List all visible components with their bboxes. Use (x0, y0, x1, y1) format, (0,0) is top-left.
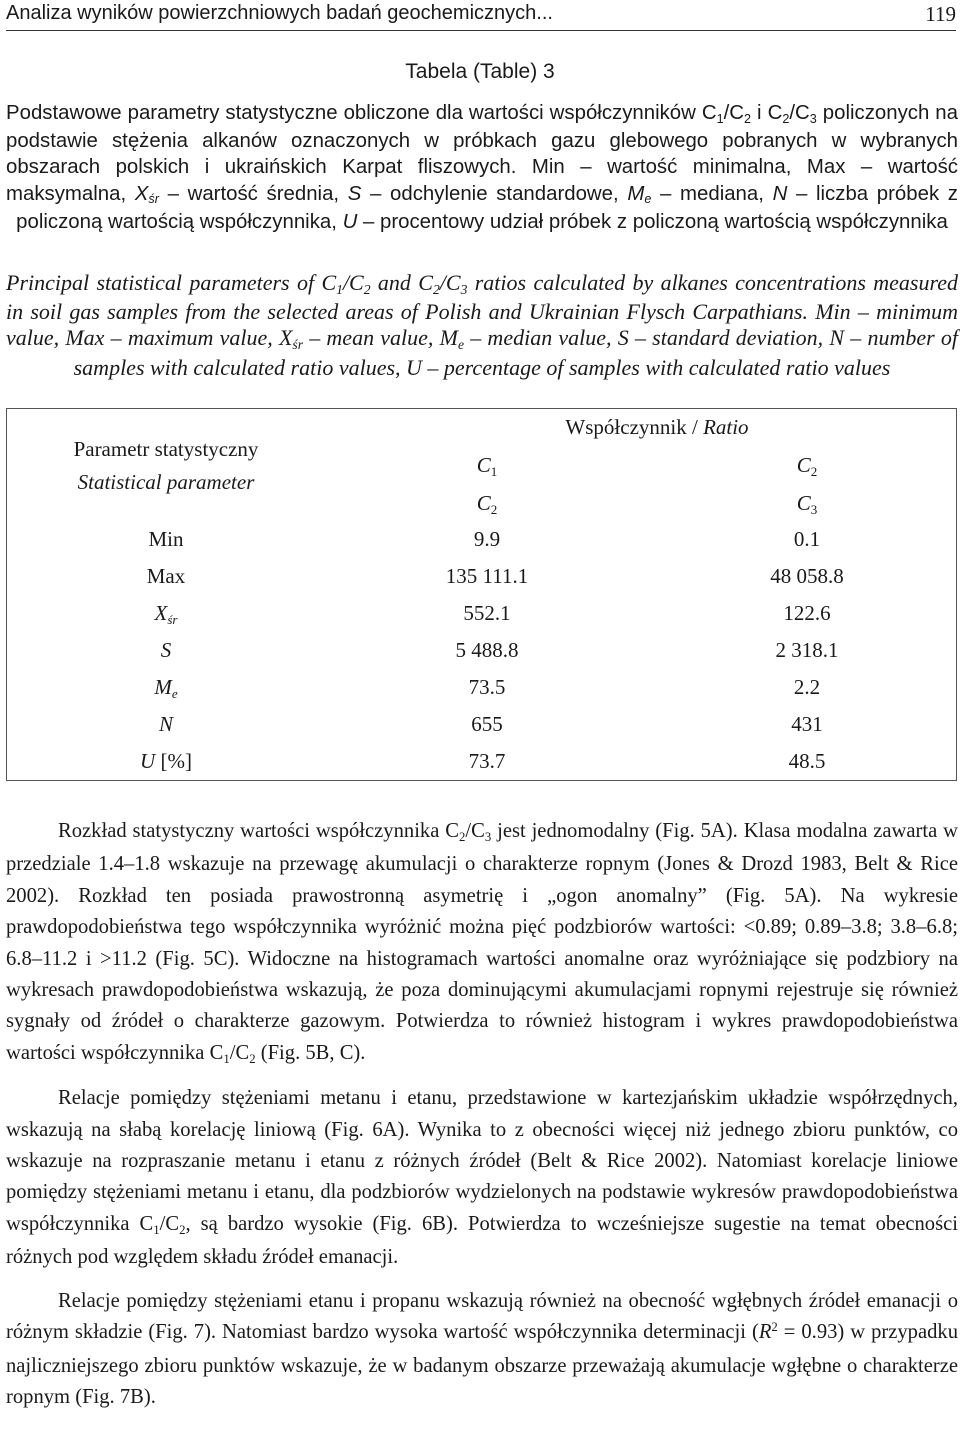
param-cell: N (158, 712, 173, 736)
ratio-c1-c2-header: $C_1$ $C_2$ (476, 453, 498, 517)
table-row (7, 558, 956, 594)
c2c3-cell: 0.1 (793, 527, 821, 551)
c1c2-cell: 135 111.1 (445, 564, 529, 588)
param-cell: Min (148, 527, 184, 551)
c1c2-cell: 552.1 (463, 601, 511, 625)
table-row (7, 521, 956, 557)
body-paragraph-1: Rozkład statystyczny wartości współczynnika $C_2/C_3$ jest jednomodalny (Fig. 5A). Klasa modalna zawarta w przedziale 1.4–1.8 wskazuje na przewagę akumulacji o charakterze ropnym (Jones & Drozd 1983, Belt & Rice 2002). Rozkład ten posiada prawostronną asymetrię i „ogon anomalny” (Fig. 5A). Na wykresie prawdopodobieństwa tego współczynnika wyróżnić można pięć podzbiorów wartości: <0.89; 0.89–3.8; 3.8–6.8; 6.8–11.2 i >11.2 (Fig. 5C). Widoczne na histogramach wartości anomalne oraz wyróżniające się podzbiory na wykresach prawdopodobieństwa wskazują, że poza dominującymi akumulacjami ropnymi rejestruje się również sygnały od źródeł o charakterze gazowym. Potwierdza to również histogram i wykres prawdopodobieństwa wartości współczynnika $C_1/C_2$ (Fig. 5B, C). (6, 820, 959, 1066)
table-caption-polish: Podstawowe parametry statystyczne obliczone dla wartości współczynników $C_1/C_2$ i $C_2/C_3$ policzonych na podstawie stężenia alkanów oznaczonych w próbkach gazu glebowego pobranych w wybranych obszarach polskich i ukraińskich Karpat fliszowych. Min – wartość minimalna, Max – wartość maksymalna, $X_{śr}$ – wartość średnia, S – odchylenie standardowe, $M_e$ – mediana, N – liczba próbek z policzoną wartością współczynnika, U – procentowy udział próbek z policzoną wartością współczynnika (6, 102, 959, 233)
param-cell: S (160, 638, 172, 662)
c1c2-cell: 9.9 (473, 527, 501, 551)
ratio-c2-c3-header: $C_2$ $C_3$ (796, 453, 818, 517)
c1c2-cell: 655 (471, 712, 503, 736)
running-header (6, 0, 956, 31)
table-row (7, 595, 956, 631)
statistics-table (6, 408, 957, 781)
c2c3-cell: 48 058.8 (770, 564, 844, 588)
table-row (7, 632, 956, 668)
c2c3-cell: 2.2 (793, 675, 821, 699)
page-number: 119 (925, 2, 956, 26)
body-paragraph-2: Relacje pomiędzy stężeniami metanu i etanu, przedstawione w kartezjańskim układzie współrzędnych, wskazują na słabą korelację liniową (Fig. 6A). Wynika to z obecności więcej niż jednego zbioru punktów, co wskazuje na rozpraszanie metanu i etanu z różnych źródeł (Belt & Rice 2002). Natomiast korelacje liniowe pomiędzy stężeniami metanu i etanu, dla podzbiorów wydzielonych na podstawie wykresów prawdopodobieństwa współczynnika $C_1/C_2$, są bardzo wysokie (Fig. 6B). Potwierdza to wcześniejsze sugestie na temat obecności różnych pod względem składu źródeł emanacji. (6, 1087, 958, 1269)
c2c3-cell: 431 (791, 712, 823, 736)
parameter-header (7, 437, 325, 495)
table-row (7, 706, 956, 742)
body-text (6, 816, 958, 1425)
c1c2-cell: 73.7 (468, 749, 506, 773)
c1c2-cell: 5 488.8 (455, 638, 519, 662)
parameter-header-polish: Parametr statystyczny (73, 437, 259, 461)
c1c2-cell: 73.5 (468, 675, 506, 699)
parameter-header-english: Statistical parameter (77, 470, 255, 494)
body-paragraph-3: Relacje pomiędzy stężeniami etanu i propanu wskazują również na obecność wgłębnych źródeł emanacji o różnym składzie (Fig. 7). Natomiast bardzo wysoka wartość współczynnika determinacji $(R^2 = 0.93)$ w przypadku najliczniejszego zbioru punktów wskazuje, że w badanym obszarze przeważają akumulacje wgłębne o charakterze ropnym (Fig. 7B). (6, 1289, 958, 1408)
table-caption-english: Principal statistical parameters of $C_1/C_2$ and $C_2/C_3$ ratios calculated by alkanes concentrations measured in soil gas samples from the selected areas of Polish and Ukrainian Flysch Carpathians. Min – minimum value, Max – maximum value, $X_{śr}$ – mean value, $M_e$ – median value, S – standard deviation, N – number of samples with calculated ratio values, U – percentage of samples with calculated ratio values (6, 270, 958, 380)
param-cell: U [%] (140, 749, 192, 773)
c2c3-cell: 48.5 (788, 749, 826, 773)
param-cell: $M_e$ (154, 675, 178, 701)
ratio-header: Współczynnik / Ratio (565, 415, 749, 439)
table-row (7, 743, 956, 779)
running-title: Analiza wyników powierzchniowych badań geochemicznych... (6, 2, 553, 24)
param-cell: Max (146, 564, 186, 588)
c2c3-cell: 122.6 (783, 601, 831, 625)
table-row (7, 669, 956, 705)
c2c3-cell: 2 318.1 (775, 638, 839, 662)
table-title: Tabela (Table) 3 (405, 60, 555, 83)
param-cell: $X_{śr}$ (154, 601, 178, 627)
